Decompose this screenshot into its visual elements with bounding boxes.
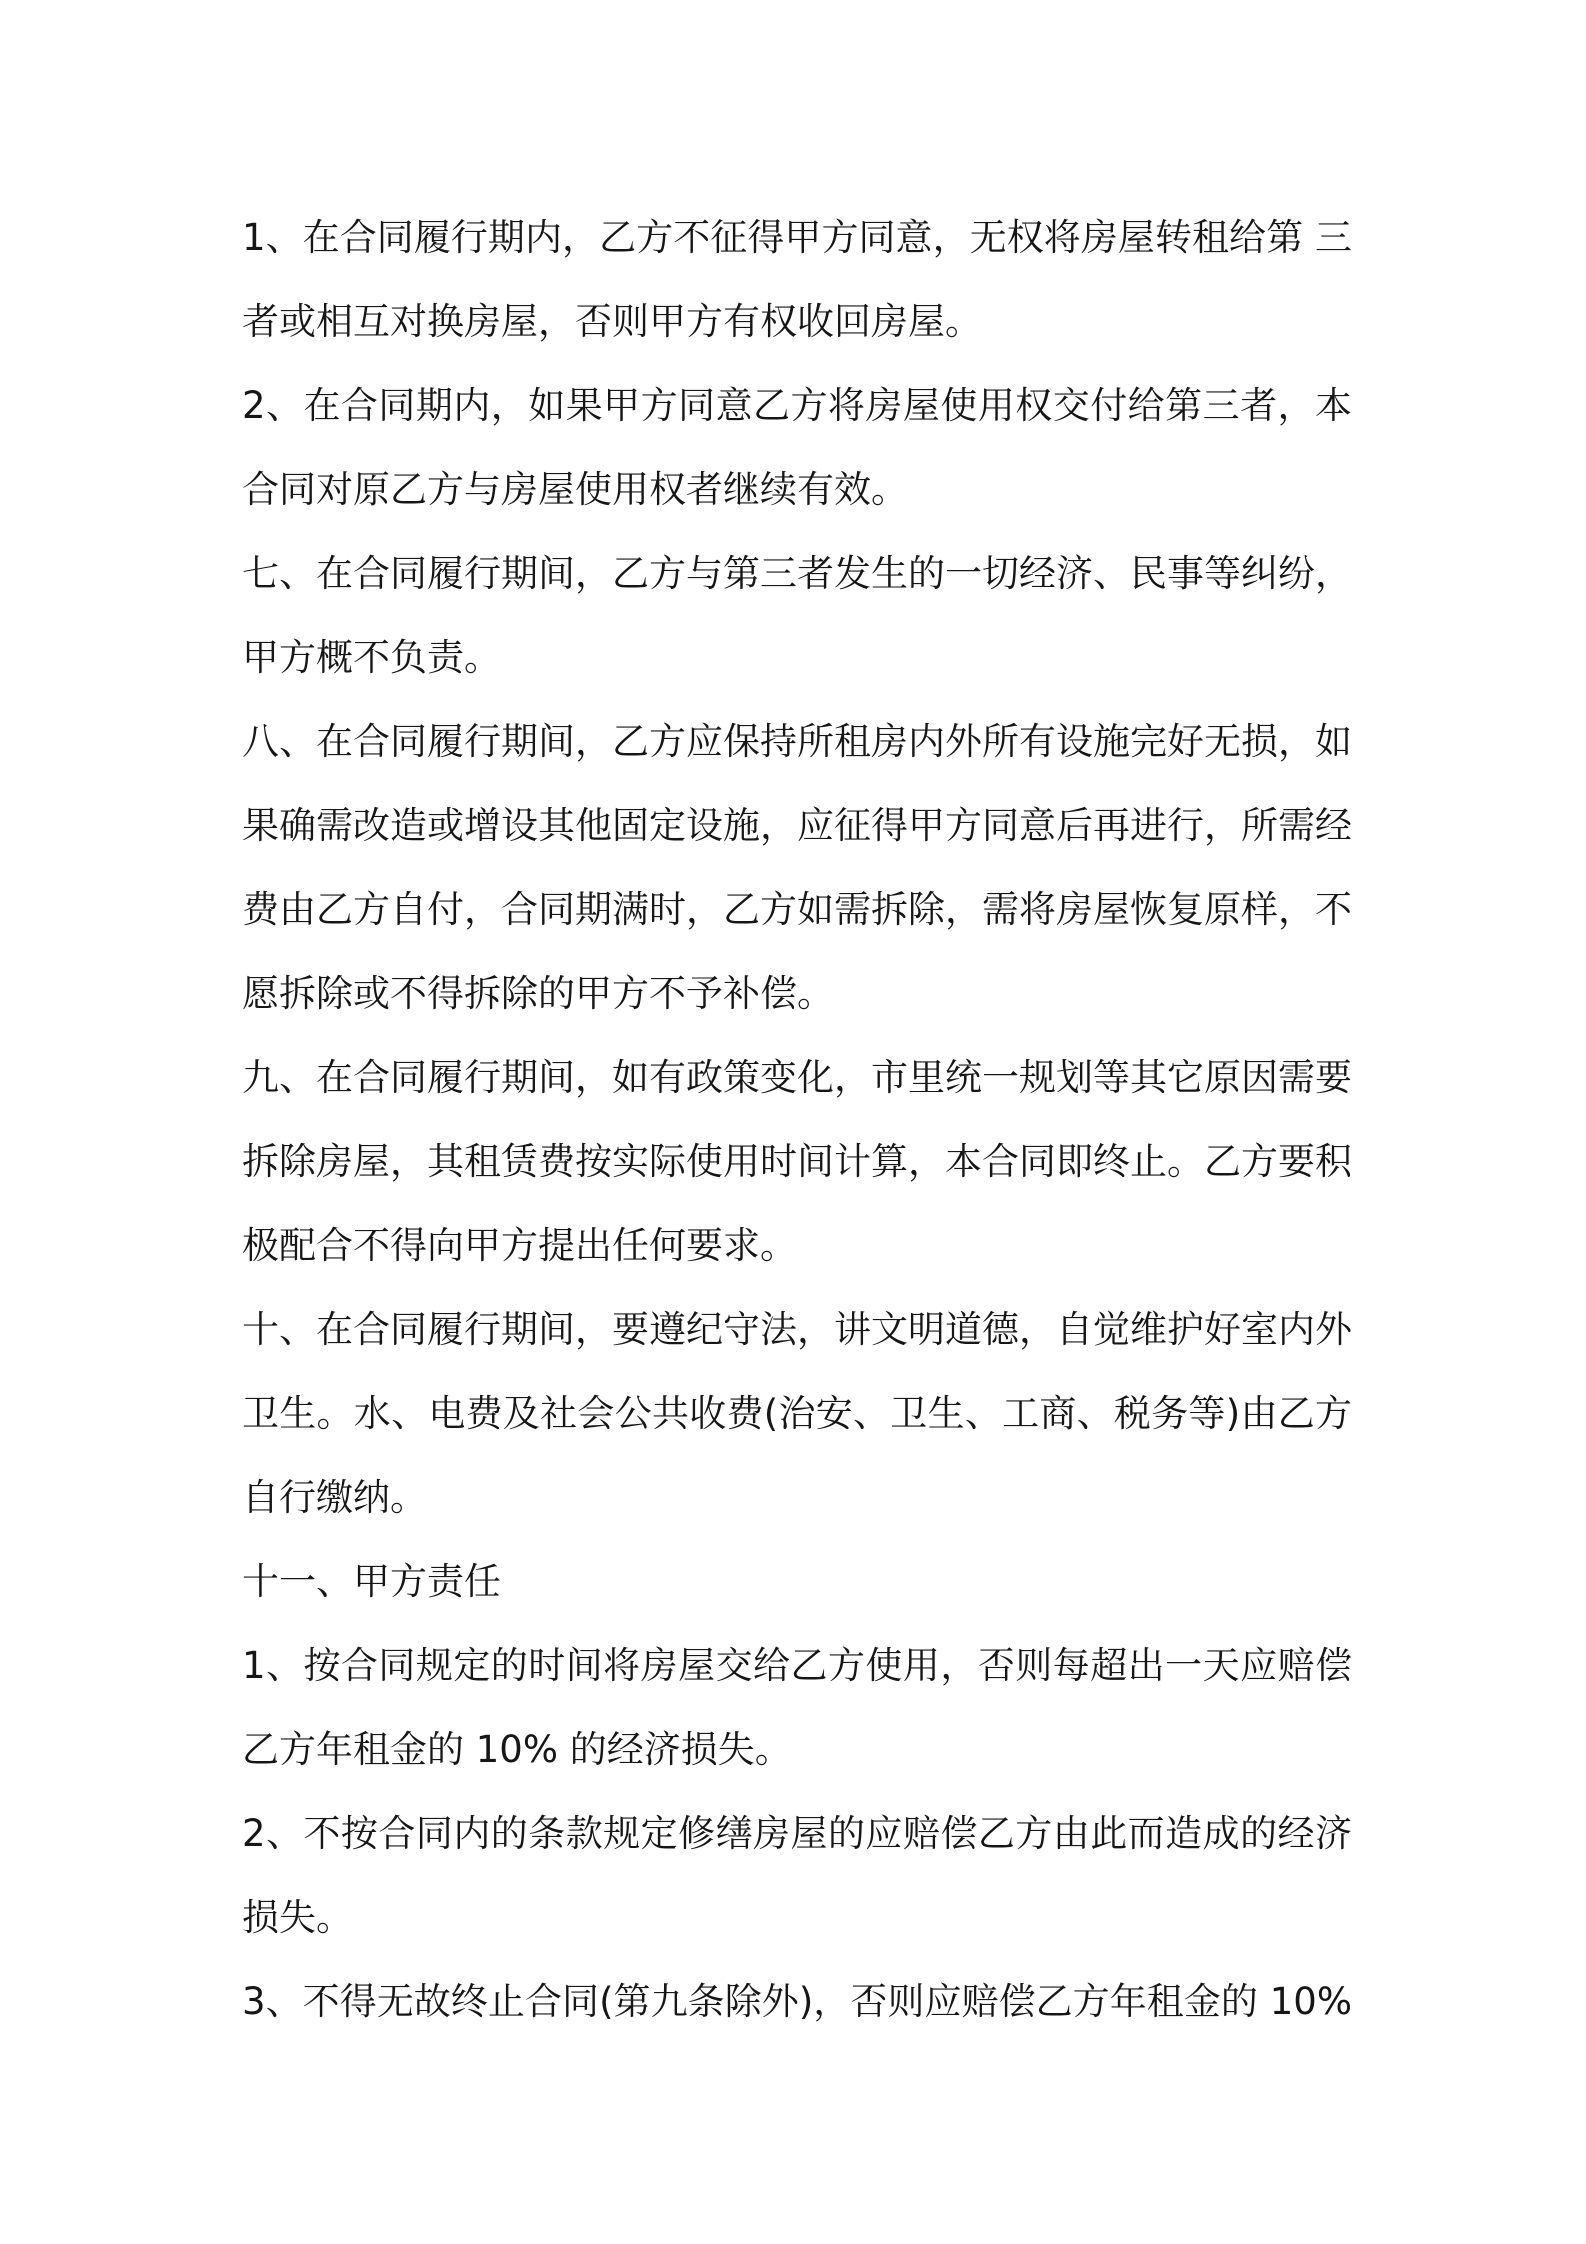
text-line: 1、在合同履行期内，乙方不征得甲方同意，无权将房屋转租给第 三: [242, 216, 1352, 259]
text-line: 乙方年租金的 10% 的经济损失。: [242, 1728, 792, 1771]
text-line: 者或相互对换房屋，否则甲方有权收回房屋。: [242, 300, 982, 343]
text-line: 果确需改造或增设其他固定设施，应征得甲方同意后再进行，所需经: [242, 804, 1352, 847]
section-heading: 十一、甲方责任: [242, 1560, 501, 1603]
text-line: 极配合不得向甲方提出任何要求。: [242, 1224, 797, 1267]
text-line: 甲方概不负责。: [242, 636, 501, 679]
text-line: 1、按合同规定的时间将房屋交给乙方使用，否则每超出一天应赔偿: [242, 1644, 1352, 1687]
text-line: 2、不按合同内的条款规定修缮房屋的应赔偿乙方由此而造成的经济: [242, 1812, 1352, 1855]
text-line: 2、在合同期内，如果甲方同意乙方将房屋使用权交付给第三者，本: [242, 384, 1352, 427]
text-line: 损失。: [242, 1896, 353, 1939]
text-line: 九、在合同履行期间，如有政策变化，市里统一规划等其它原因需要: [242, 1056, 1352, 1099]
text-line: 十、在合同履行期间，要遵纪守法，讲文明道德，自觉维护好室内外: [242, 1308, 1352, 1351]
contract-text: [242, 196, 1352, 2044]
text-line: 八、在合同履行期间，乙方应保持所租房内外所有设施完好无损，如: [242, 720, 1352, 763]
text-line: 合同对原乙方与房屋使用权者继续有效。: [242, 468, 908, 511]
text-line: 费由乙方自付，合同期满时，乙方如需拆除，需将房屋恢复原样，不: [242, 888, 1352, 931]
text-line: 自行缴纳。: [242, 1476, 427, 1519]
text-line: 七、在合同履行期间，乙方与第三者发生的一切经济、民事等纠纷，: [242, 552, 1352, 595]
text-line: 卫生。水、电费及社会公共收费(治安、卫生、工商、税务等)由乙方: [242, 1392, 1352, 1435]
text-line: 3、不得无故终止合同(第九条除外)，否则应赔偿乙方年租金的 10%: [242, 1980, 1352, 2023]
text-line: 拆除房屋，其租赁费按实际使用时间计算，本合同即终止。乙方要积: [242, 1140, 1352, 1183]
text-line: 愿拆除或不得拆除的甲方不予补偿。: [242, 972, 834, 1015]
